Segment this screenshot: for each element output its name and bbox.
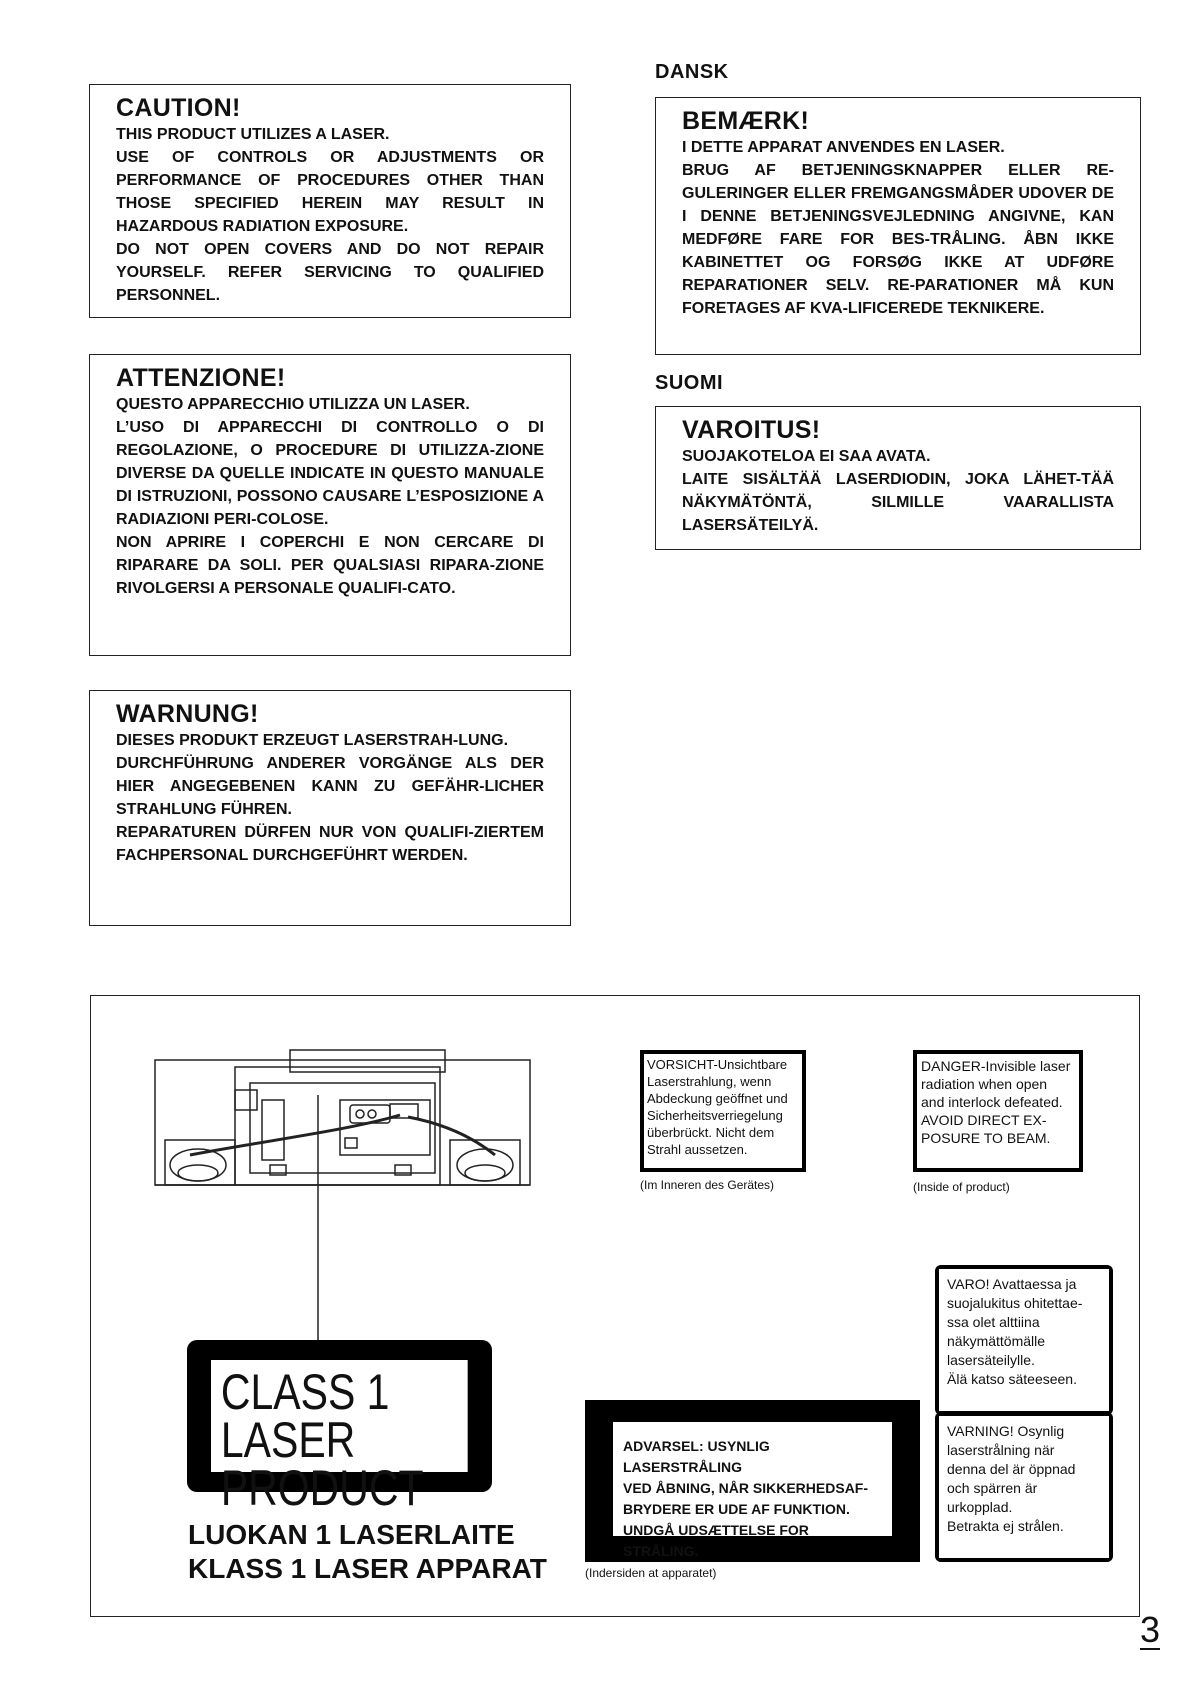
danger-line: DANGER-Invisible laser [921,1058,1071,1074]
varning-line: denna del är öppnad [947,1461,1076,1477]
klass-line: KLASS 1 LASER APPARAT [188,1553,547,1584]
danger-line: AVOID DIRECT EX- [921,1112,1047,1128]
danger-line: radiation when open [921,1076,1048,1092]
dansk-box [655,97,1141,355]
varning-line: och spärren är [947,1480,1038,1496]
varo-line: VARO! Avattaessa ja [947,1276,1077,1292]
vorsicht-line: VORSICHT-Unsichtbare [647,1057,788,1072]
dansk-line-1: I DETTE APPARAT ANVENDES EN LASER. [682,139,1005,156]
suomi-line-1: SUOJAKOTELOA EI SAA AVATA. [682,448,931,465]
varning-label [935,1412,1113,1562]
varo-line: suojalukitus ohitettae- [947,1295,1083,1311]
class1-line-1: CLASS 1 [220,1364,390,1420]
page-number: 3 [1140,1609,1161,1650]
advarsel-caption: (Indersiden at apparatet) [585,1566,717,1580]
dansk-line-2: BRUG AF BETJENINGSKNAPPER ELLER RE-GULERINGER ELLER FREMGANGSMÅDER UDOVER DE I DENNE BETJENINGSVEJLEDNING ANGIVNE, KAN MEDFØRE FARE FOR BES-TRÅLING. ÅBN IKKE KABINETTET OG FORSØG IKKE AT UDFØRE REPARATIONER SELV. RE-PARATIONER MÅ KUN FORETAGES AF KVA-LIFICEREDE TEKNIKERE. [682,162,1114,317]
varning-line: laserstrålning när [947,1442,1055,1458]
class1-line-2: LASER PRODUCT [220,1412,424,1516]
caution-title: CAUTION! [116,94,241,122]
suomi-box [655,406,1141,550]
attenzione-box [89,354,571,656]
caution-box [89,84,571,318]
vorsicht-line: überbrückt. Nicht dem [647,1125,775,1140]
warnung-box [89,690,571,926]
varo-line: lasersäteilylle. [947,1352,1035,1368]
varo-line: ssa olet alttiina [947,1314,1040,1330]
varning-line: VARNING! Osynlig [947,1423,1065,1439]
luokan-text [188,1518,547,1586]
advarsel-label [585,1400,920,1562]
danger-caption: (Inside of product) [913,1180,1010,1194]
advarsel-line: ADVARSEL: USYNLIG LASERSTRÅLING [623,1438,770,1475]
vorsicht-caption: (Im Inneren des Gerätes) [640,1178,775,1192]
danger-line: and interlock defeated. [921,1094,1063,1110]
dansk-heading: DANSK [655,61,729,83]
suomi-heading: SUOMI [655,372,724,394]
varning-line: Betrakta ej strålen. [947,1518,1064,1534]
varo-line: Älä katso säteeseen. [947,1371,1077,1387]
attenzione-line-1: QUESTO APPARECCHIO UTILIZZA UN LASER. [116,396,470,413]
attenzione-title: ATTENZIONE! [116,364,286,392]
luokan-line: LUOKAN 1 LASERLAITE [188,1519,515,1550]
varo-label [935,1265,1113,1415]
vorsicht-line: Strahl aussetzen. [647,1142,748,1157]
warnung-title: WARNUNG! [116,700,259,728]
danger-line: POSURE TO BEAM. [921,1130,1051,1146]
dansk-title: BEMÆRK! [682,107,810,135]
vorsicht-line: Abdeckung geöffnet und [647,1091,788,1106]
device-rear-illustration [150,1045,535,1345]
vorsicht-line: Laserstrahlung, wenn [647,1074,772,1089]
caution-line-3: DO NOT OPEN COVERS AND DO NOT REPAIR YOURSELF. REFER SERVICING TO QUALIFIED PERSONNEL. [116,241,544,304]
varning-line: urkopplad. [947,1499,1013,1515]
advarsel-line: UNDGÅ UDSÆTTELSE FOR STRÅLING. [623,1522,809,1559]
suomi-title: VAROITUS! [682,416,821,444]
class1-label [187,1340,492,1516]
varo-line: näkymättömälle [947,1333,1046,1349]
vorsicht-line: Sicherheitsverriegelung [647,1108,783,1123]
warnung-line-2: DURCHFÜHRUNG ANDERER VORGÄNGE ALS DER HIER ANGEGEBENEN KANN ZU GEFÄHR-LICHER STRAHLUNG FÜHREN. [116,755,544,818]
danger-label [913,1050,1083,1172]
warnung-line-3: REPARATUREN DÜRFEN NUR VON QUALIFI-ZIERTEM FACHPERSONAL DURCHGEFÜHRT WERDEN. [116,824,544,864]
caution-line-1: THIS PRODUCT UTILIZES A LASER. [116,126,390,143]
advarsel-line: BRYDERE ER UDE AF FUNKTION. [623,1501,850,1517]
suomi-line-2: LAITE SISÄLTÄÄ LASERDIODIN, JOKA LÄHET-TÄÄ NÄKYMÄTÖNTÄ, SILMILLE VAARALLISTA LASERSÄTEILYÄ. [682,471,1114,534]
vorsicht-label [640,1050,806,1172]
attenzione-line-2: L’USO DI APPARECCHI DI CONTROLLO O DI REGOLAZIONE, O PROCEDURE DI UTILIZZA-ZIONE DIVERSE DA QUELLE INDICATE IN QUESTO MANUALE DI ISTRUZIONI, POSSONO CAUSARE L’ESPOSIZIONE A RADIAZIONI PERI-COLOSE. [116,419,544,528]
caution-line-2: USE OF CONTROLS OR ADJUSTMENTS OR PERFORMANCE OF PROCEDURES OTHER THAN THOSE SPECIFIED HEREIN MAY RESULT IN HAZARDOUS RADIATION EXPOSURE. [116,149,544,235]
warnung-line-1: DIESES PRODUKT ERZEUGT LASERSTRAH-LUNG. [116,732,509,749]
attenzione-line-3: NON APRIRE I COPERCHI E NON CERCARE DI RIPARARE DA SOLI. PER QUALSIASI RIPARA-ZIONE RIVOLGERSI A PERSONALE QUALIFI-CATO. [116,534,544,597]
advarsel-line: VED ÅBNING, NÅR SIKKERHEDSAF- [623,1480,869,1496]
